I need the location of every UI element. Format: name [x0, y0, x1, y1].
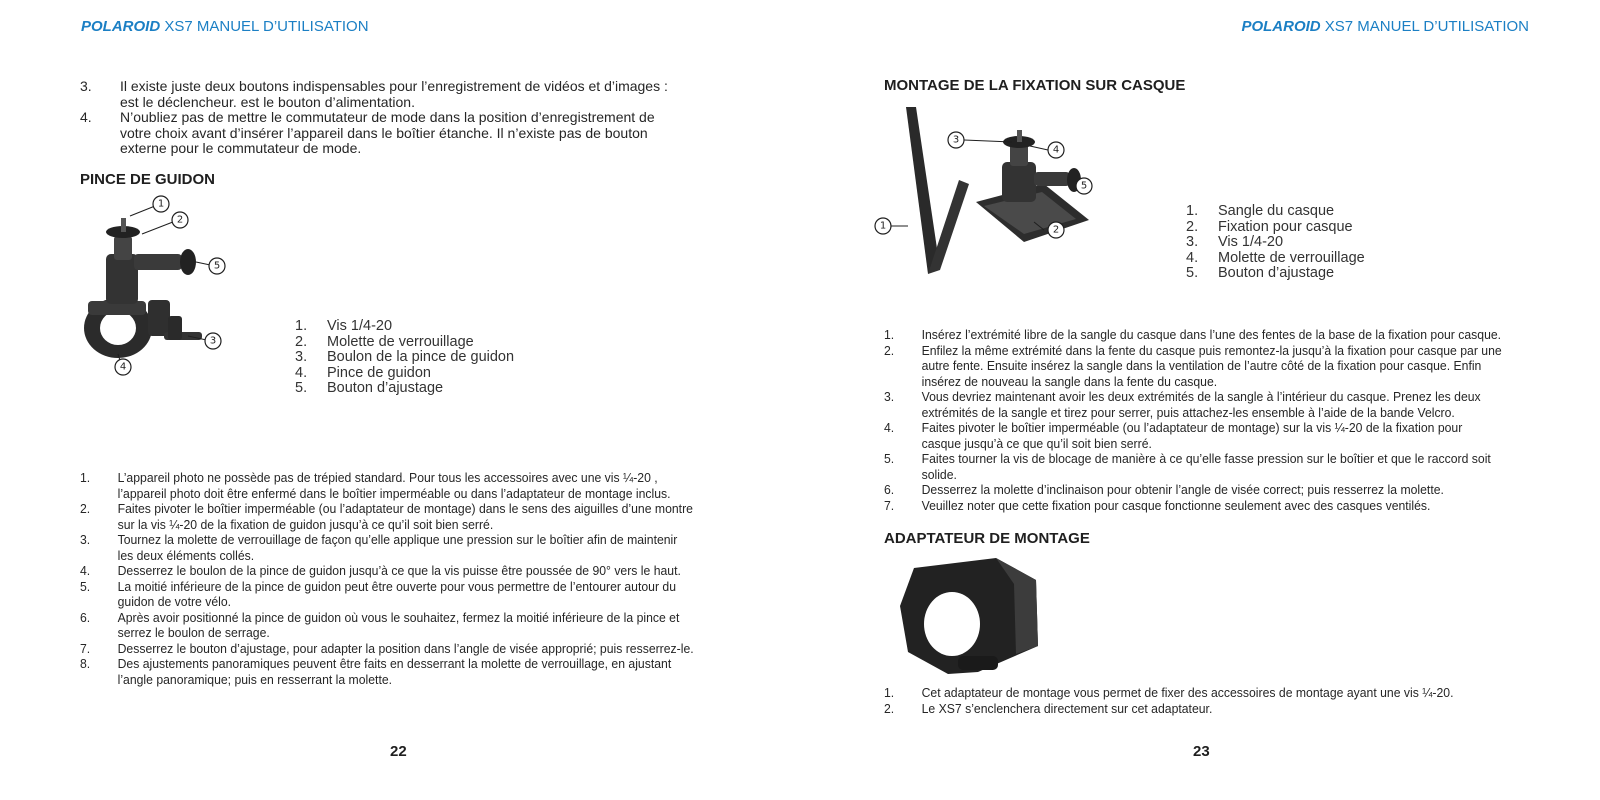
- list-item: [80, 79, 668, 110]
- list-item-line: Enfilez la même extrémité dans la fente du casque puis remontez-la jusqu’à la fixation pour casque par une: [921, 342, 1502, 358]
- list-item-number: 6.: [80, 609, 91, 625]
- page-number: 22: [390, 743, 407, 760]
- list-item: [295, 366, 514, 382]
- list-item-number: 7.: [884, 497, 895, 513]
- list-item: [1186, 251, 1365, 267]
- helmet-mount-steps: [884, 327, 1502, 513]
- list-item-line: externe pour le commutateur de mode.: [120, 140, 362, 156]
- list-item: [884, 498, 1502, 514]
- helmet-mount-drawing: [906, 107, 1089, 274]
- manual-title: XS7 MANUEL D’UTILISATION: [164, 18, 369, 35]
- helmet-mount-illustration: [879, 102, 1124, 282]
- list-item-line: extrémités de la sangle et tirez pour serrer, puis attachez-les ensemble à l’aide de la bande Velcro.: [921, 404, 1455, 420]
- list-item-number: 4.: [80, 563, 91, 578]
- list-item-line: les deux éléments collés.: [117, 547, 255, 563]
- list-item-number: 2.: [80, 501, 91, 516]
- list-item-line: l’angle panoramique; puis en resserrant la molette.: [117, 671, 393, 687]
- list-item-number: 6.: [884, 482, 895, 497]
- list-item: [1186, 220, 1365, 236]
- callout-2: [172, 212, 188, 228]
- list-item-number: 4.: [80, 109, 92, 125]
- callout-4: [1048, 142, 1064, 158]
- list-item-number: 8.: [80, 656, 91, 671]
- list-item: [884, 389, 1502, 420]
- page-header: [81, 18, 369, 35]
- list-item: [295, 381, 514, 397]
- handlebar-clamp-steps: [80, 470, 694, 687]
- callout-1: [875, 218, 891, 234]
- svg-text:3: 3: [209, 335, 217, 347]
- page-header: [1241, 18, 1529, 35]
- svg-text:4: 4: [1052, 144, 1060, 156]
- list-item-line: sur la vis ¼-20 de la fixation de guidon jusqu’à ce qu’il soit bien serré.: [117, 516, 494, 532]
- list-item: [80, 563, 694, 579]
- page-number: 23: [1193, 743, 1210, 760]
- svg-text:3: 3: [952, 134, 960, 146]
- list-item-number: 3.: [80, 532, 91, 547]
- list-item-line: Après avoir positionné la pince de guidon où vous le souhaitez, fermez la moitié inférieure de la pince et: [117, 609, 680, 625]
- list-item-text: Sangle du casque: [1218, 203, 1335, 219]
- list-item-number: 3.: [884, 389, 895, 404]
- list-item-line: guidon de votre vélo.: [117, 594, 232, 609]
- list-item-text: Vis 1/4-20: [327, 318, 393, 334]
- list-item-line: N’oubliez pas de mettre le commutateur de mode dans la position d’enregistrement de: [120, 109, 655, 125]
- list-item-line: Tournez la molette de verrouillage de façon qu’elle applique une pression sur le boîtier afin de maintenir: [117, 532, 678, 547]
- svg-text:5: 5: [1080, 180, 1088, 192]
- list-item-number: 5.: [884, 451, 895, 466]
- list-item-text: Vis 1/4-20: [1218, 234, 1284, 250]
- list-item-line: Veuillez noter que cette fixation pour casque fonctionne seulement avec des casques ventilés.: [921, 497, 1431, 513]
- list-item-number: 5.: [1186, 265, 1199, 281]
- list-item-text: Bouton d’ajustage: [1218, 265, 1335, 281]
- svg-text:2: 2: [1052, 224, 1060, 236]
- brand-name: POLAROID: [81, 18, 161, 35]
- svg-text:5: 5: [213, 260, 221, 272]
- list-item-line: est le déclencheur. est le bouton d’alimentation.: [120, 93, 415, 110]
- list-item: [295, 350, 514, 366]
- list-item: [80, 110, 668, 157]
- handlebar-clamp-legend: [295, 319, 514, 397]
- list-item-line: insérez de nouveau la sangle dans la fente du casque.: [921, 373, 1218, 389]
- list-item-line: L’appareil photo ne possède pas de trépied standard. Pour tous les accessoires avec une vis ¼-20 ,: [117, 470, 658, 485]
- callout-4: [115, 359, 131, 375]
- mount-adapter-steps: [884, 685, 1453, 716]
- list-item: [884, 685, 1453, 701]
- list-item-line: autre fente. Ensuite insérez la sangle dans la ventilation de l’autre côté de la fixation pour casque. Enfin: [921, 358, 1482, 373]
- list-item-text: Pince de guidon: [327, 364, 431, 381]
- list-item: [295, 335, 514, 351]
- list-item: [80, 641, 694, 657]
- intro-list: [80, 79, 668, 157]
- list-item-number: 3.: [295, 349, 308, 365]
- list-item: [1186, 235, 1365, 251]
- list-item-number: 7.: [80, 640, 91, 656]
- list-item-number: 5.: [295, 380, 308, 396]
- list-item-number: 2.: [1186, 218, 1199, 235]
- list-item-text: Bouton d’ajustage: [327, 380, 444, 396]
- section-title-handlebar-clamp: PINCE DE GUIDON: [80, 171, 216, 188]
- list-item: [80, 532, 694, 563]
- list-item-line: solide.: [921, 466, 957, 482]
- helmet-mount-legend: [1186, 204, 1365, 282]
- list-item-number: 2.: [295, 333, 308, 350]
- list-item-line: votre choix avant d’insérer l’appareil dans le boîtier étanche. Il n’existe pas de bouton: [120, 124, 648, 141]
- svg-text:1: 1: [157, 198, 165, 210]
- list-item: [1186, 204, 1365, 220]
- svg-text:1: 1: [879, 220, 887, 232]
- list-item-number: 2.: [884, 700, 895, 716]
- list-item-line: Faites tourner la vis de blocage de manière à ce qu’elle fasse pression sur le boîtier et que le raccord soit: [921, 451, 1491, 466]
- list-item-line: Vous devriez maintenant avoir les deux extrémités de la sangle à l’intérieur du casque. Prenez les deux: [921, 389, 1481, 404]
- callout-5: [1076, 178, 1092, 194]
- list-item: [884, 451, 1502, 482]
- list-item-text: Molette de verrouillage: [327, 333, 474, 350]
- callout-3: [948, 132, 964, 148]
- brand-name: POLAROID: [1241, 18, 1321, 35]
- list-item: [884, 343, 1502, 390]
- svg-text:2: 2: [176, 214, 184, 226]
- callout-2: [1048, 222, 1064, 238]
- list-item-number: 1.: [884, 685, 895, 700]
- list-item: [80, 610, 694, 641]
- list-item-line: Desserrez le boulon de la pince de guidon jusqu’à ce que la vis puisse être poussée de 90° vers le haut.: [117, 563, 681, 578]
- list-item-line: Insérez l’extrémité libre de la sangle du casque dans l’une des fentes de la base de la fixation pour casque.: [921, 327, 1502, 342]
- mount-adapter-drawing: [900, 558, 1038, 674]
- list-item-number: 4.: [295, 364, 308, 381]
- list-item: [80, 579, 694, 610]
- list-item-number: 1.: [295, 318, 308, 334]
- list-item-line: Faites pivoter le boîtier imperméable (ou l’adaptateur de montage) sur la vis ¼-20 de la fixation pour: [921, 420, 1463, 435]
- list-item-number: 1.: [1186, 203, 1199, 219]
- svg-text:4: 4: [119, 361, 127, 373]
- list-item-number: 1.: [884, 327, 895, 342]
- list-item-number: 2.: [884, 342, 895, 358]
- list-item-number: 3.: [80, 78, 92, 94]
- list-item-text: Fixation pour casque: [1218, 218, 1353, 235]
- list-item: [884, 327, 1502, 343]
- list-item-line: Des ajustements panoramiques peuvent être faits en desserrant la molette de verrouillage, en ajustant: [117, 656, 672, 671]
- list-item-number: 5.: [80, 578, 91, 594]
- list-item: [80, 501, 694, 532]
- list-item-line: l’appareil photo doit être enfermé dans le boîtier imperméable ou dans l’adaptateur de montage inclus.: [117, 485, 671, 501]
- list-item-line: La moitié inférieure de la pince de guidon peut être ouverte pour vous permettre de l’entourer autour du: [117, 578, 677, 594]
- callout-5: [209, 258, 225, 274]
- page-23: [800, 0, 1600, 800]
- list-item-line: Desserrez le bouton d’ajustage, pour adapter la position dans l’angle de visée approprié; puis resserrez-le.: [117, 640, 694, 656]
- list-item-line: Cet adaptateur de montage vous permet de fixer des accessoires de montage ayant une vis ¼-20.: [921, 685, 1454, 700]
- list-item: [884, 482, 1502, 498]
- callout-1: [153, 196, 169, 212]
- list-item-number: 3.: [1186, 234, 1199, 250]
- section-title-helmet-mount: MONTAGE DE LA FIXATION SUR CASQUE: [884, 77, 1186, 94]
- list-item: [1186, 266, 1365, 282]
- list-item-line: Desserrez la molette d’inclinaison pour obtenir l’angle de visée correct; puis resserrez la molette.: [921, 482, 1444, 497]
- list-item: [884, 701, 1453, 717]
- section-title-mount-adapter: ADAPTATEUR DE MONTAGE: [884, 530, 1090, 547]
- list-item: [295, 319, 514, 335]
- list-item: [884, 420, 1502, 451]
- list-item-number: 4.: [884, 420, 895, 435]
- list-item-text: Molette de verrouillage: [1218, 249, 1365, 266]
- handlebar-clamp-drawing: [84, 218, 202, 358]
- list-item: [80, 656, 694, 687]
- list-item-line: serrez le boulon de serrage.: [117, 625, 270, 640]
- list-item-line: Faites pivoter le boîtier imperméable (ou l’adaptateur de montage) dans le sens des aiguilles d’une montre: [117, 501, 693, 516]
- list-item-number: 4.: [1186, 249, 1199, 266]
- manual-title: XS7 MANUEL D’UTILISATION: [1324, 18, 1529, 35]
- list-item-line: casque jusqu’à ce que qu’il soit bien serré.: [921, 435, 1152, 451]
- callout-3: [205, 333, 221, 349]
- list-item-number: 1.: [80, 470, 91, 485]
- list-item-text: Boulon de la pince de guidon: [327, 349, 515, 365]
- list-item-line: Le XS7 s’enclenchera directement sur cet adaptateur.: [921, 700, 1213, 716]
- mount-adapter-illustration: [886, 554, 1056, 679]
- list-item-line: Il existe juste deux boutons indispensables pour l’enregistrement de vidéos et d’images :: [120, 78, 668, 94]
- handlebar-clamp-illustration: [78, 196, 238, 386]
- list-item: [80, 470, 694, 501]
